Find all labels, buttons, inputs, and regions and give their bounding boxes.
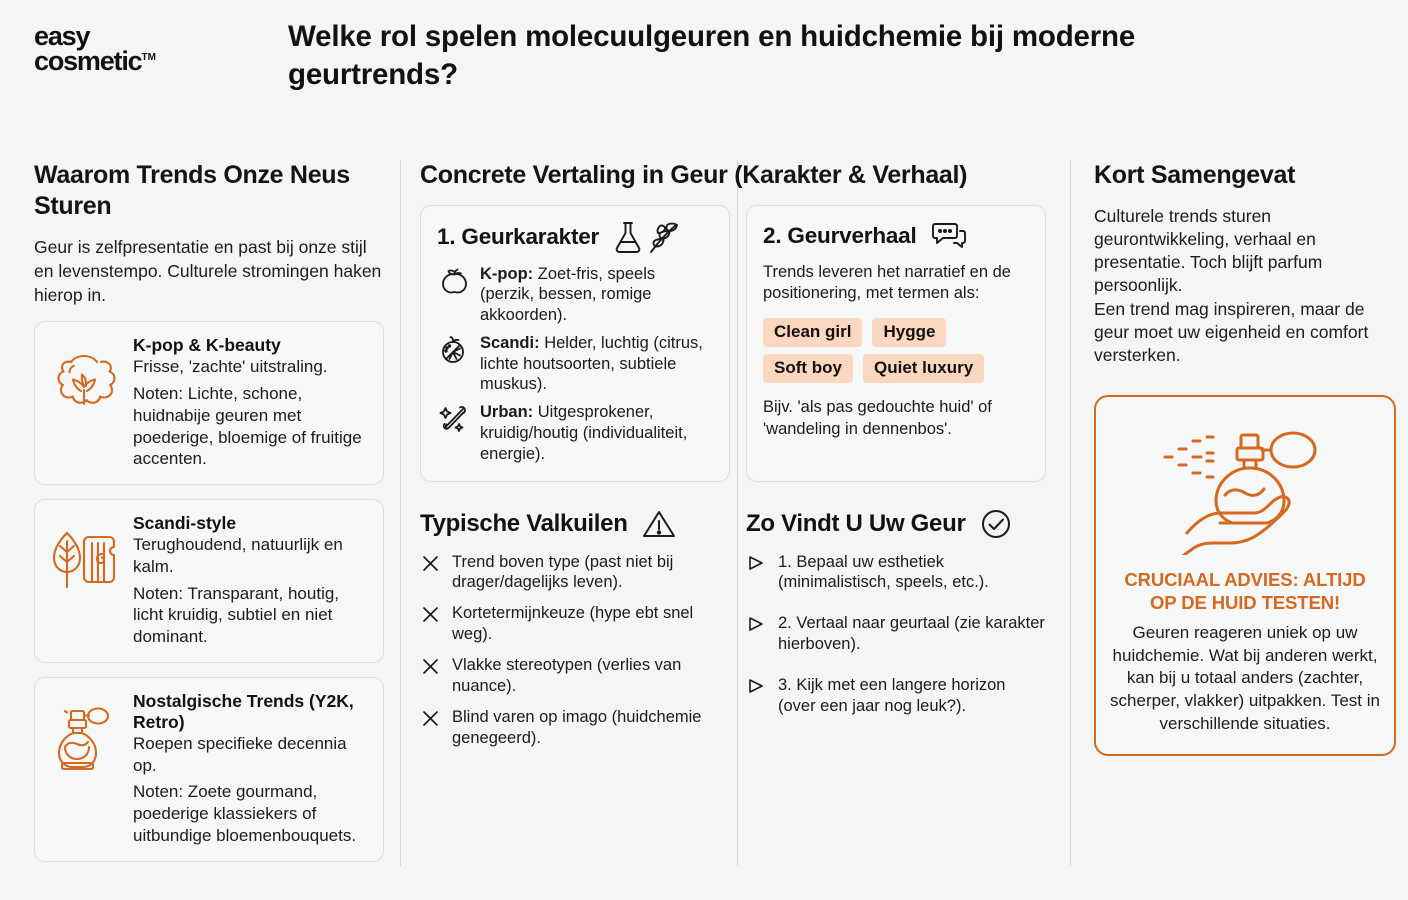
cross-icon [420, 603, 440, 623]
trend-card-title: K-pop & K-beauty [133, 335, 281, 356]
middle-column-heading: Concrete Vertaling in Geur (Karakter & Verhaal) [420, 161, 968, 189]
page-title: Welke rol spelen molecuulgeuren en huidchemie bij moderne geurtrends? [288, 20, 1136, 91]
list-item [746, 552, 1046, 594]
list-item-text: 2. Vertaal naar geurtaal (zie karakter hierboven). [778, 614, 1045, 654]
trend-card-title: Nostalgische Trends (Y2K, Retro) [133, 690, 354, 732]
middle-top-row [420, 205, 1060, 482]
trend-card-body [133, 335, 369, 470]
pitfalls-header [420, 508, 730, 540]
pitfalls-title: Typische Valkuilen [420, 509, 628, 537]
list-item-text [480, 333, 713, 395]
list-item [420, 603, 730, 645]
cross-icon [420, 655, 440, 675]
brand-logo-text [34, 21, 224, 76]
list-item [437, 402, 713, 464]
trend-card-line-1: Terughoudend, natuurlijk en kalm. [133, 535, 343, 576]
geurkarakter-list [437, 264, 713, 465]
tag-hygge[interactable]: Hygge [872, 318, 946, 347]
trend-card-title: Scandi-style [133, 513, 237, 534]
brand-line-1: easy [34, 21, 90, 51]
trend-card-line-2: Noten: Zoete gourmand, poederige klassiekers of uitbundige bloemenbouquets. [133, 782, 357, 845]
column-concrete-translation [406, 160, 1076, 862]
steps-title: Zo Vindt U Uw Geur [746, 509, 966, 537]
branch-leaves-icon [647, 220, 679, 254]
trend-card-line-1: Frisse, 'zachte' uitstraling. [133, 357, 328, 377]
geurverhaal-example: Bijv. 'als pas gedouchte huid' of 'wandeling in dennenbos'. [763, 398, 992, 438]
box-geurkarakter-icons [613, 220, 679, 254]
summary-paragraph-2: Een trend mag inspireren, maar de geur moet uw eigenheid en comfort versterken. [1094, 298, 1369, 366]
list-item-text: Kortetermijnkeuze (hype ebt snel weg). [452, 604, 694, 644]
trend-card-kpop[interactable] [34, 321, 384, 485]
advice-heading: CRUCIAAL ADVIES: ALTIJD OP DE HUID TESTEN! [1124, 569, 1366, 613]
triangle-right-icon [746, 552, 766, 571]
chat-bubbles-icon [931, 220, 967, 252]
list-item-label: Urban: [480, 403, 534, 422]
trend-card-line-2: Noten: Lichte, schone, huidnabije geuren met poederige, bloemige of fruitige accenten. [133, 384, 362, 469]
trend-term-tags [763, 318, 1029, 383]
list-item-text: Blind varen op imago (huidchemie genegeerd). [452, 708, 702, 748]
list-item [746, 613, 1046, 655]
box-geurverhaal-header [763, 220, 1029, 252]
column-why-trends [34, 160, 406, 862]
cross-icon [420, 552, 440, 572]
warning-triangle-icon [642, 508, 676, 540]
box-geurkarakter-header [437, 220, 713, 254]
pitfalls-list [420, 552, 730, 750]
summary-paragraph-1: Culturele trends sturen geurontwikkeling, verhaal en presentatie. Toch blijft parfum persoonlijk. [1094, 205, 1323, 296]
box-geurkarakter-title: 1. Geurkarakter [437, 223, 600, 249]
perfume-atomizer-icon [47, 691, 121, 775]
box-geurverhaal-title: 2. Geurverhaal [763, 222, 917, 248]
section-find-your-scent [746, 508, 1046, 750]
list-item [437, 264, 713, 326]
cross-icon [420, 707, 440, 727]
list-item-text [480, 402, 713, 464]
column-summary [1076, 160, 1396, 862]
list-item-desc: Zoet-fris, speels (perzik, bessen, romige akkoorden). [480, 264, 656, 325]
trend-card-line-1: Roepen specifieke decennia op. [133, 733, 347, 775]
advice-body: Geuren reageren uniek op uw huidchemie. Wat bij anderen werkt, kan bij u totaal anders (zachter, scherper, vlakker) uitpakken. Test in verschillende situaties. [1110, 622, 1380, 733]
cinnamon-stick-icon [437, 402, 471, 434]
steps-header [746, 508, 1046, 540]
trend-card-nostalgic[interactable] [34, 677, 384, 862]
list-item [420, 552, 730, 594]
box-geurverhaal[interactable] [746, 205, 1046, 482]
list-item-label: K-pop: [480, 264, 534, 283]
trend-card-line-2: Noten: Transparant, houtig, licht kruidig, subtiel en niet dominant. [133, 583, 340, 647]
perfume-in-hand-icon [1110, 419, 1380, 555]
flask-icon [613, 220, 643, 254]
list-item-label: Scandi: [480, 333, 540, 352]
list-item [437, 333, 713, 395]
brand-logo [34, 18, 224, 74]
advice-callout[interactable] [1094, 395, 1396, 755]
section-pitfalls [420, 508, 730, 750]
columns-container [0, 160, 1408, 862]
geurverhaal-intro: Trends leveren het narratief en de positionering, met termen als: [763, 262, 1011, 302]
triangle-right-icon [746, 613, 766, 632]
right-column-heading: Kort Samengevat [1094, 161, 1296, 189]
list-item-desc: Uitgesprokener, kruidig/houtig (individualiteit, energie). [480, 403, 688, 463]
brand-line-2: cosmetic™ [34, 45, 156, 76]
tag-quiet-luxury[interactable]: Quiet luxury [863, 354, 984, 383]
steps-list [746, 552, 1046, 718]
citrus-slice-icon [437, 333, 471, 365]
check-circle-icon [980, 508, 1012, 540]
list-item-text [480, 264, 713, 326]
triangle-right-icon [746, 675, 766, 694]
list-item [420, 655, 730, 697]
left-column-intro: Geur is zelfpresentatie en past bij onze stijl en levenstempo. Culturele stromingen haken hierop in. [34, 237, 382, 306]
list-item [746, 675, 1046, 717]
box-geurkarakter[interactable] [420, 205, 730, 482]
cotton-flower-icon [47, 335, 121, 413]
leaf-and-wood-icon [47, 513, 121, 593]
list-item-desc: Helder, luchtig (citrus, lichte houtsoorten, subtiele muskus). [480, 333, 703, 394]
tag-soft-boy[interactable]: Soft boy [763, 354, 853, 383]
list-item-text: Vlakke stereotypen (verlies van nuance). [452, 656, 682, 696]
trademark-mark: TM [141, 51, 156, 63]
tag-clean-girl[interactable]: Clean girl [763, 318, 862, 347]
trend-card-scandi[interactable] [34, 499, 384, 663]
page-header [0, 0, 1408, 94]
list-item [420, 707, 730, 749]
trend-card-body [133, 691, 369, 847]
left-column-heading: Waarom Trends Onze Neus Sturen [34, 161, 350, 220]
list-item-text: 1. Bepaal uw esthetiek (minimalistisch, speels, etc.). [778, 552, 989, 592]
middle-bottom-row [420, 508, 1060, 750]
peach-icon [437, 264, 471, 296]
list-item-text: Trend boven type (past niet bij drager/dagelijks leven). [452, 552, 674, 592]
list-item-text: 3. Kijk met een langere horizon (over een jaar nog leuk?). [778, 676, 1006, 716]
trend-card-body [133, 513, 369, 648]
